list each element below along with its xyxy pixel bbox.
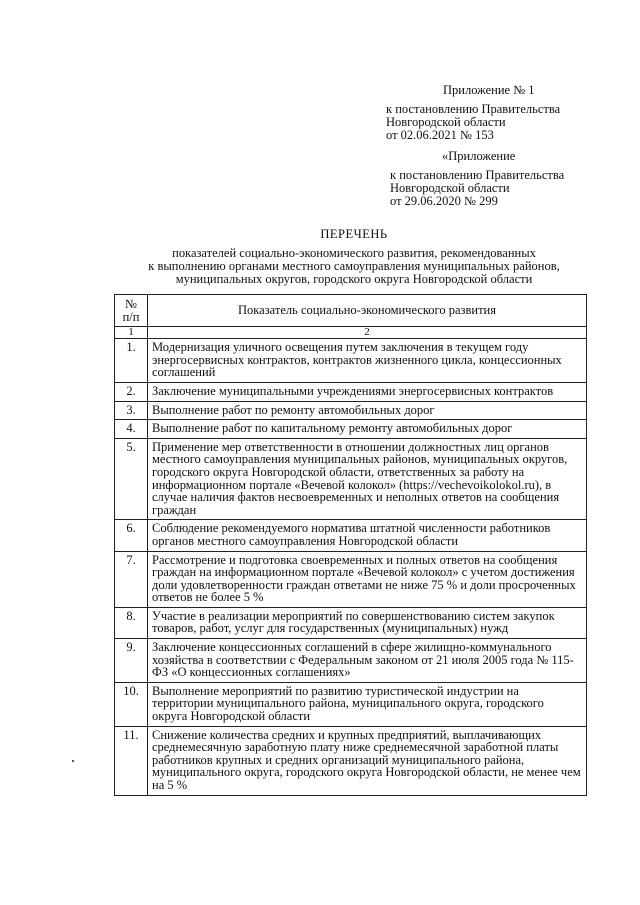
column-header-indicator: Показатель социально-экономического развития — [148, 295, 587, 327]
table-row — [115, 382, 587, 401]
row-indicator-text: Рассмотрение и подготовка своевременных и полных ответов на сообщения граждан на информационном портале «Вечевой колокол» с учетом достижения доли удовлетворенности граждан ответами не ниже 75 % и доли просроченных ответов не более 5 % — [148, 551, 587, 607]
row-number: 3. — [115, 401, 148, 420]
row-indicator-text: Участие в реализации мероприятий по совершенствованию систем закупок товаров, работ, услуг для государственных (муниципальных) нужд — [148, 607, 587, 638]
row-number: 11. — [115, 726, 148, 795]
appendix-1-line: Новгородской области — [386, 115, 506, 129]
appendix-2-header — [390, 150, 630, 208]
appendix-2-line: к постановлению Правительства — [390, 168, 565, 182]
subheading-line: муниципальных округов, городского округа Новгородской области — [175, 272, 533, 286]
row-number: 4. — [115, 420, 148, 439]
row-number: 2. — [115, 382, 148, 401]
row-indicator-text: Соблюдение рекомендуемого норматива штатной численности работников органов местного самоуправления Новгородской области — [148, 520, 587, 551]
appendix-2-line: от 29.06.2020 № 299 — [390, 194, 498, 208]
row-number: 9. — [115, 639, 148, 683]
document-subheading — [105, 247, 603, 286]
appendix-1-line: от 02.06.2021 № 153 — [386, 128, 494, 142]
scan-speck — [72, 760, 74, 762]
table-row — [115, 438, 587, 520]
appendix-1-line: к постановлению Правительства — [386, 102, 561, 116]
appendix-2-line: Новгородской области — [390, 181, 510, 195]
column-index-2: 2 — [148, 327, 587, 339]
indicators-table — [114, 294, 587, 796]
table-row — [115, 607, 587, 638]
table-header-row — [115, 295, 587, 327]
table-row — [115, 639, 587, 683]
subheading-line: к выполнению органами местного самоуправления муниципальных районов, — [148, 259, 560, 273]
row-indicator-text: Выполнение работ по ремонту автомобильных дорог — [148, 401, 587, 420]
row-number: 10. — [115, 682, 148, 726]
row-number: 5. — [115, 438, 148, 520]
table-row — [115, 682, 587, 726]
appendix-2-title: «Приложение — [442, 149, 516, 163]
row-number: 7. — [115, 551, 148, 607]
table-row — [115, 726, 587, 795]
row-indicator-text: Модернизация уличного освещения путем заключения в текущем году энергосервисных контрактов, контрактов жизненного цикла, концессионных соглашений — [148, 339, 587, 383]
table-row — [115, 520, 587, 551]
column-index-1: 1 — [115, 327, 148, 339]
row-indicator-text: Заключение концессионных соглашений в сфере жилищно-коммунального хозяйства в соответствии с Федеральным законом от 21 июля 2005 года № 115-ФЗ «О концессионных соглашениях» — [148, 639, 587, 683]
table-row — [115, 401, 587, 420]
table-row — [115, 339, 587, 383]
row-indicator-text: Применение мер ответственности в отношении должностных лиц органов местного самоуправления муниципальных районов, муниципальных округов, городского округа Новгородской области, ответственных за работу на информационном портале «Вечевой колокол» (https://vechevoikolokol.ru), в случае наличия фактов несвоевременных и неполных ответов на сообщения граждан — [148, 438, 587, 520]
subheading-line: показателей социально-экономического развития, рекомендованных — [172, 246, 536, 260]
column-header-number: № п/п — [115, 295, 148, 327]
appendix-1-header — [386, 84, 626, 142]
table-index-row — [115, 327, 587, 339]
row-indicator-text: Заключение муниципальными учреждениями энергосервисных контрактов — [148, 382, 587, 401]
table-row — [115, 420, 587, 439]
row-indicator-text: Выполнение мероприятий по развитию туристической индустрии на территории муниципального района, муниципального округа, городского округа Новгородской области — [148, 682, 587, 726]
row-number: 6. — [115, 520, 148, 551]
table-row — [115, 551, 587, 607]
document-heading: ПЕРЕЧЕНЬ — [320, 227, 388, 241]
row-indicator-text: Выполнение работ по капитальному ремонту автомобильных дорог — [148, 420, 587, 439]
row-indicator-text: Снижение количества средних и крупных предприятий, выплачивающих среднемесячную заработную плату ниже среднемесячной заработной платы работников крупных и средних организаций муниципального района, муниципального округа, городского округа Новгородской области, не менее чем на 5 % — [148, 726, 587, 795]
row-number: 1. — [115, 339, 148, 383]
row-number: 8. — [115, 607, 148, 638]
appendix-1-title: Приложение № 1 — [443, 83, 535, 97]
